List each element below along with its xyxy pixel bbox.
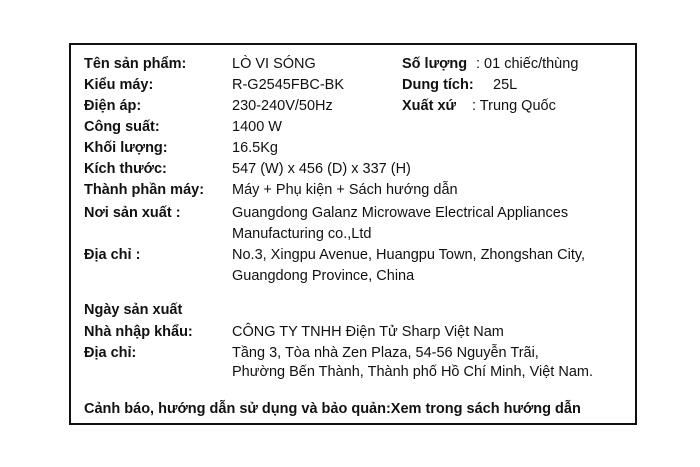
origin-value: : Trung Quốc xyxy=(472,98,556,114)
manufacturer-address-label: Địa chỉ : xyxy=(84,247,141,263)
weight-label: Khối lượng: xyxy=(84,140,168,156)
importer-address-line2: Phường Bến Thành, Thành phố Hồ Chí Minh, Việt Nam. xyxy=(232,364,593,380)
model-value: R-G2545FBC-BK xyxy=(232,77,345,93)
capacity-label: Dung tích: xyxy=(402,77,474,93)
weight-value: 16.5Kg xyxy=(232,140,278,156)
power-value: 1400 W xyxy=(232,119,282,135)
warning-instruction-text: Cảnh báo, hướng dẫn sử dụng và bảo quản:Xem trong sách hướng dẫn xyxy=(84,401,581,417)
importer-address-line1: Tầng 3, Tòa nhà Zen Plaza, 54-56 Nguyễn Trãi, xyxy=(232,345,539,361)
voltage-label: Điện áp: xyxy=(84,98,142,114)
quantity-label: Số lượng xyxy=(402,56,468,72)
dimensions-label: Kích thước: xyxy=(84,161,167,177)
manufacturer-address-line1: No.3, Xingpu Avenue, Huangpu Town, Zhongshan City, xyxy=(232,247,586,263)
importer-address-label: Địa chỉ: xyxy=(84,345,137,361)
quantity-value: : 01 chiếc/thùng xyxy=(476,56,579,72)
origin-label: Xuất xứ xyxy=(402,98,457,114)
power-label: Công suất: xyxy=(84,119,160,135)
product-name-value: LÒ VI SÓNG xyxy=(232,56,316,72)
capacity-value: 25L xyxy=(493,77,518,93)
manufacturer-address-line2: Guangdong Province, China xyxy=(232,268,415,284)
voltage-value: 230-240V/50Hz xyxy=(232,98,333,114)
product-name-label: Tên sản phẩm: xyxy=(84,56,187,72)
manufacture-date-label: Ngày sản xuất xyxy=(84,302,183,318)
components-value: Máy + Phụ kiện + Sách hướng dẫn xyxy=(232,182,458,198)
manufacturer-value-line1: Guangdong Galanz Microwave Electrical Appliances xyxy=(232,205,569,221)
dimensions-value: 547 (W) x 456 (D) x 337 (H) xyxy=(232,161,411,177)
importer-value: CÔNG TY TNHH Điện Tử Sharp Việt Nam xyxy=(232,324,504,340)
importer-label: Nhà nhập khẩu: xyxy=(84,324,193,340)
manufacturer-label: Nơi sản xuất : xyxy=(84,205,181,221)
components-label: Thành phần máy: xyxy=(84,182,205,198)
manufacturer-value-line2: Manufacturing co.,Ltd xyxy=(232,226,372,242)
model-label: Kiểu máy: xyxy=(84,77,154,93)
